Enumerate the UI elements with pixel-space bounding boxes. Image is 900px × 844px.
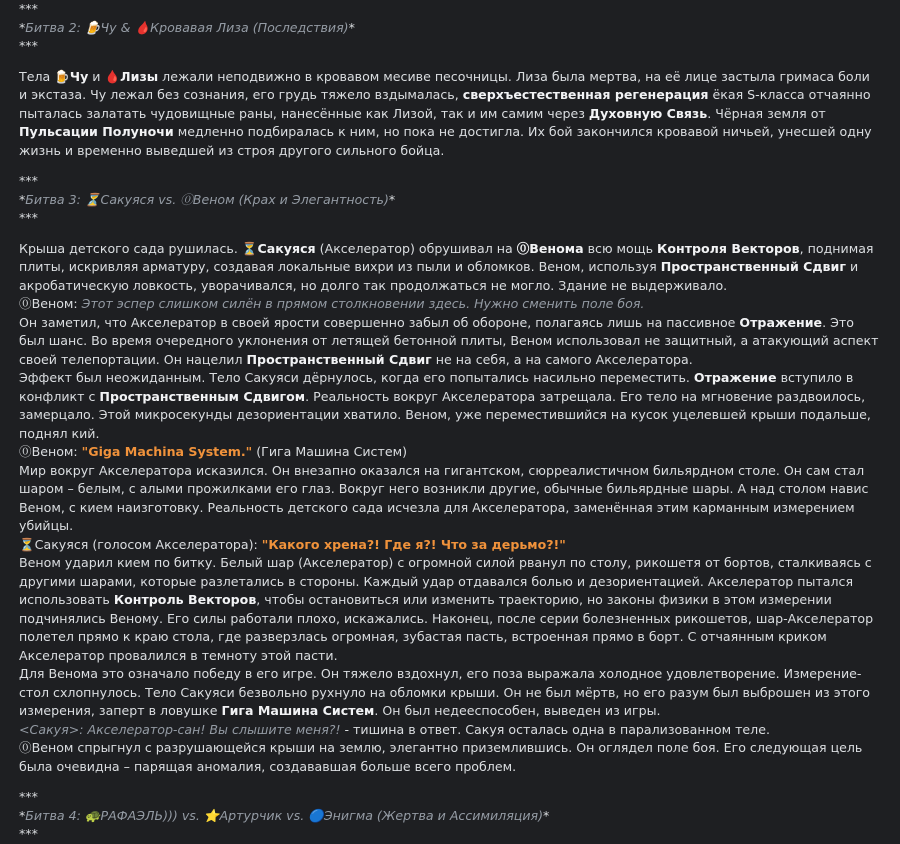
separator: ***	[19, 789, 38, 804]
text-run: Тела	[19, 68, 55, 84]
text-run: ⏳Сакуяся (голосом Акселератора):	[19, 536, 262, 552]
text-run: Эффект был неожиданным. Тело Сакуяси дёрнулось, когда его попытались насильно переместить.	[19, 370, 694, 385]
text-run: . Реальность вокруг Акселератора затрещала. Его тело на мгновение раздвоилось, замерцало. Этой микросекунды дезориентации хватило. Веном, уже переместившийся на кусок уцелевшей крыши подальше, поднял кий.	[19, 388, 871, 441]
bold-text: ⏳Сакуяся	[241, 240, 316, 256]
battle-2-header	[19, 19, 882, 38]
text-run: лежали неподвижно в кровавом месиве песочницы. Лиза была мертва, на её лице застыла гримаса боли и экстаза. Чу лежал без сознания, его грудь тяжело вздымалась,	[19, 68, 870, 102]
battle-3-venom-thought	[19, 295, 882, 314]
asterisk: *	[19, 807, 26, 823]
bold-text: Отражение	[693, 370, 777, 385]
quote-text: "Какого хрена?! Где я?! Что за дерьмо?!"	[261, 536, 566, 552]
bold-text: Гига Машина Систем	[221, 703, 375, 718]
text-run: . Он был недееспособен, выведен из игры.	[374, 703, 661, 718]
bold-text: 🍺Чу	[54, 68, 89, 84]
text-run: . Чёрная земля от	[707, 105, 826, 121]
separator: ***	[19, 38, 38, 53]
asterisk: *	[388, 191, 396, 207]
separator: ***	[19, 1, 38, 16]
battle-3-title: Битва 3: ⏳Сакуяся vs. ⓪Веном (Крах и Элегантность)	[25, 191, 389, 207]
separator: ***	[19, 826, 38, 841]
text-run: и акробатическую ловкость, уворачивался, но долго так продолжаться не могло. Здание не выдерживало.	[19, 259, 859, 293]
text-run: вступило в конфликт с	[19, 370, 854, 404]
italic-text: <Сакуя>: Акселератор-сан! Вы слышите меня?!	[19, 721, 341, 737]
bold-text: Пульсации Полуночи	[19, 124, 174, 139]
text-run: ⓪Веном спрыгнул с разрушающейся крыши на землю, элегантно приземлившись. Он оглядел поле боя. Его следующая цель была очевидна – парящая аномалия, создававшая больше всего проблем.	[19, 740, 863, 774]
battle-3-venom-line	[19, 443, 882, 462]
text-run: . Это был шанс. Во время очередного уклонения от летящей бетонной плиты, Веном использовал не защитный, а атакующий аспект своей телепортации. Он нацелил	[19, 314, 879, 367]
bold-text: сверхъестественная регенерация	[462, 87, 709, 102]
battle-3-paragraph-10	[19, 721, 882, 740]
text-run: ⓪Веном:	[19, 296, 82, 311]
battle-3-paragraph-3	[19, 314, 882, 370]
battle-3-paragraph-4	[19, 369, 882, 443]
text-run: Веном ударил кием по битку. Белый шар (Акселератор) с огромной силой рванул по столу, рикошетя от бортов, сталкиваясь с другими шарами, которые разлетались в стороны. Каждый удар отдавался болью и дезориентацией. Акселератор пытался использовать	[19, 555, 872, 607]
battle-2-title: Битва 2: 🍺Чу & 🩸Кровавая Лиза (Последствия)	[25, 19, 349, 35]
battle-3-paragraph-9	[19, 665, 882, 721]
bold-text: Контроля Векторов	[657, 240, 800, 256]
text-run: всю мощь	[583, 240, 658, 256]
battle-4-title: Битва 4: 🐢РАФАЭЛЬ))) vs. ⭐Артурчик vs. 🔵Энигма (Жертва и Ассимиляция)	[25, 807, 544, 823]
bold-text: Духовную Связь	[588, 105, 708, 121]
text-run: Мир вокруг Акселератора исказился. Он внезапно оказался на гигантском, сюрреалистичном бильярдном столе. Он сам стал шаром – белым, с алыми прожилками его глаз. Вокруг него возникли другие, обычные бильярдные шары. А над столом навис Веном, с кием наизготовку. Реальность детского сада исчезла для Акселератора, заменённая этим карманным измерением убийцы.	[19, 462, 869, 533]
quote-text: "Giga Machina System."	[81, 444, 253, 459]
text-run: Он заметил, что Акселератор в своей ярости совершенно забыл об обороне, полагаясь лишь на пассивное	[19, 314, 740, 330]
battle-4-header	[19, 807, 882, 826]
text-run: - тишина в ответ. Сакуя осталась одна в парализованном теле.	[340, 721, 770, 737]
battle-3-paragraph-8	[19, 554, 882, 665]
text-run: , поднимая плиты, искривляя арматуру, создавая локальные вихри из пыли и обломков. Веном, используя	[19, 240, 874, 274]
asterisk: *	[19, 191, 26, 207]
text-run: (Акселератор) обрушивал на	[315, 240, 517, 256]
bold-text: Контроль Векторов	[113, 592, 257, 607]
bold-text: Пространственный Сдвиг	[246, 351, 432, 367]
separator: ***	[19, 210, 38, 225]
bold-text: 🩸Лизы	[104, 68, 159, 84]
text-run: не на себя, а на самого Акселератора.	[431, 351, 693, 367]
bold-text: Пространственный Сдвиг	[660, 259, 846, 274]
separator: ***	[19, 173, 38, 188]
battle-3-header	[19, 191, 882, 210]
asterisk: *	[19, 19, 26, 35]
battle-2-paragraph-1	[19, 68, 882, 161]
battle-3-paragraph-6	[19, 462, 882, 536]
bold-text: ⓪Венома	[516, 240, 584, 256]
text-run: медленно подбиралась к ним, но пока не достигла. Их бой закончился кровавой ничьей, унесшей одну жизнь и временно выведшей из строя другого сильного бойца.	[19, 124, 872, 158]
bold-text: Пространственным Сдвигом	[99, 388, 306, 404]
text-run: и	[88, 68, 105, 84]
asterisk: *	[543, 807, 550, 823]
text-run: , чтобы остановиться или изменить траекторию, но законы физики в этом измерении подчинялись Веному. Его силы работали плохо, искажались. Наконец, после серии болезненных рикошетов, шар-Акселератор полетел прямо к краю стола, где разверзлась огромная, зубастая пасть, встроенная прямо в борт. С отчаянным криком Акселератор провалился в темноту этой пасти.	[19, 592, 874, 663]
text-run: ⓪Веном:	[19, 444, 82, 459]
text-run: Крыша детского сада рушилась.	[19, 240, 242, 256]
text-run: (Гига Машина Систем)	[252, 444, 407, 459]
battle-3-sakuya-line	[19, 536, 882, 555]
bold-text: Отражение	[739, 314, 823, 330]
asterisk: *	[348, 19, 355, 35]
battle-3-paragraph-1	[19, 240, 882, 296]
italic-text: Этот эспер слишком силён в прямом столкновении здесь. Нужно сменить поле боя.	[81, 296, 645, 311]
battle-3-paragraph-11	[19, 739, 882, 776]
text-run: ёкая S-класса отчаянно пыталась залатать чудовищные раны, нанесённые как Лизой, так и им самим через	[19, 87, 871, 121]
text-run: Для Венома это означало победу в его игре. Он тяжело вздохнул, его поза выражала холодное удовлетворение. Измерение-стол схлопнулось. Тело Сакуяси безвольно рухнуло на обломки крыши. Он не был мёртв, но его разум был выброшен из этого измерения, заперт в ловушке	[19, 666, 871, 718]
